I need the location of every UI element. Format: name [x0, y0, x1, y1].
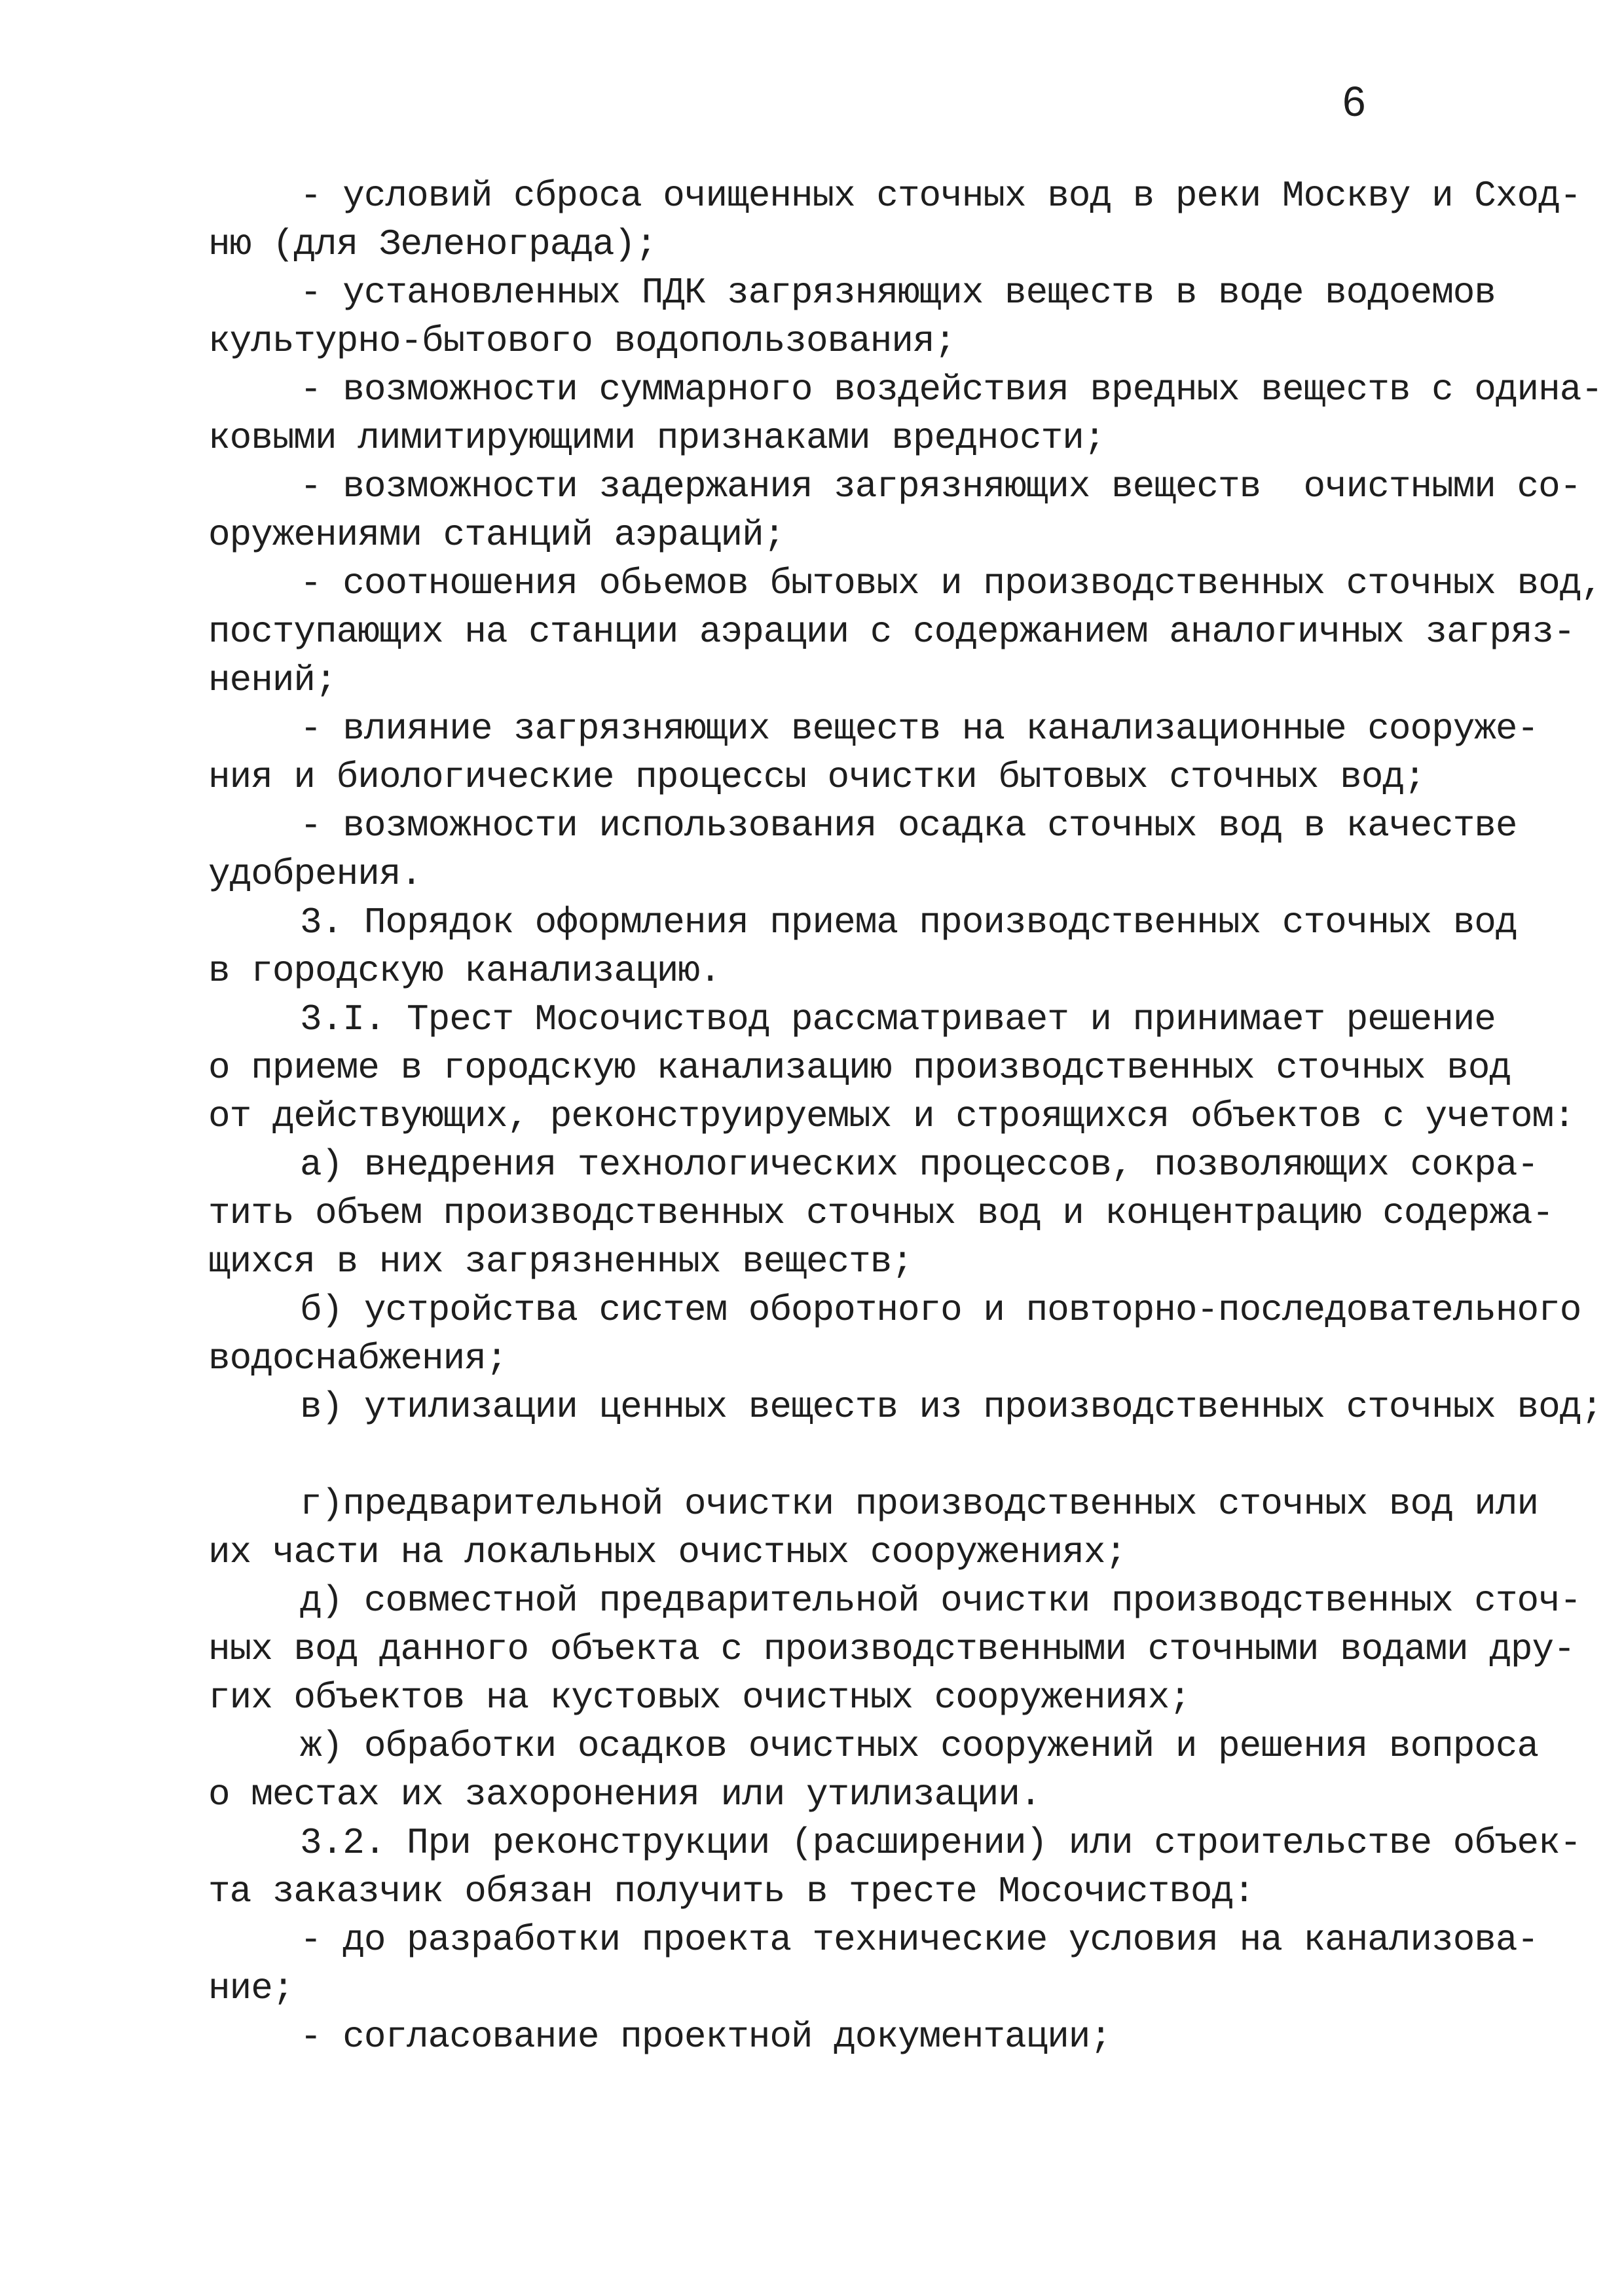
text-line: - возможности суммарного воздействия вредных веществ с одина- — [300, 369, 1602, 410]
text-line: о местах их захоронения или утилизации. — [208, 1774, 1041, 1815]
text-line: нений; — [208, 659, 337, 701]
text-line: - согласование проектной документации; — [300, 2016, 1112, 2058]
text-line: удобрения. — [208, 853, 422, 895]
list-item: д) совместной предварительной очистки производственных сточ- — [300, 1580, 1581, 1622]
text-line: ния и биологические процессы очистки бытовых сточных вод; — [208, 756, 1426, 798]
body-text — [208, 172, 1602, 2061]
text-line: - условий сброса очищенных сточных вод в реки Москву и Сход- — [300, 175, 1581, 217]
text-line: водоснабжения; — [208, 1338, 507, 1379]
text-line: - установленных ПДК загрязняющих веществ в воде водоемов — [300, 272, 1496, 314]
text-line: - соотношения обьемов бытовых и производственных сточных вод, — [300, 562, 1602, 604]
text-line: ковыми лимитирующими признаками вредности; — [208, 417, 1105, 459]
list-item: ж) обработки осадков очистных сооружений и решения вопроса — [300, 1725, 1539, 1767]
text-line: оружениями станций аэраций; — [208, 514, 785, 556]
list-item: г)предварительной очистки производственных сточных вод или — [300, 1483, 1539, 1525]
text-line: тить объем производственных сточных вод и концентрацию содержа- — [208, 1192, 1554, 1234]
text-line: - возможности задержания загрязняющих веществ очистными со- — [300, 465, 1581, 507]
text-line: ние; — [208, 1967, 294, 2009]
list-item: б) устройства систем оборотного и повторно-последовательного — [300, 1289, 1581, 1331]
page-number: 6 — [1342, 78, 1365, 125]
section-heading: в городскую канализацию. — [208, 950, 721, 992]
text-line: ных вод данного объекта с производственными сточными водами дру- — [208, 1628, 1575, 1670]
text-line: 3.2. При реконструкции (расширении) или строительстве объек- — [300, 1822, 1581, 1864]
text-line: та заказчик обязан получить в тресте Мосочиствод: — [208, 1870, 1255, 1912]
list-item: а) внедрения технологических процессов, позволяющих сокра- — [300, 1144, 1539, 1186]
text-line: о приеме в городскую канализацию производственных сточных вод — [208, 1047, 1511, 1089]
text-line: 3.I. Трест Мосочиствод рассматривает и принимает решение — [300, 998, 1496, 1040]
text-line: ню (для Зеленограда); — [208, 223, 657, 265]
text-line: щихся в них загрязненных веществ; — [208, 1241, 913, 1283]
text-line: гих объектов на кустовых очистных сооружениях; — [208, 1677, 1190, 1719]
blank-line — [208, 1431, 1557, 1480]
section-heading: 3. Порядок оформления приема производственных сточных вод — [300, 902, 1517, 943]
text-line: культурно-бытового водопользования; — [208, 320, 956, 362]
text-line: от действующих, реконструируемых и строящихся объектов с учетом: — [208, 1095, 1575, 1137]
text-line: - возможности использования осадка сточных вод в качестве — [300, 805, 1517, 847]
text-line: - влияние загрязняющих веществ на канализационные сооруже- — [300, 708, 1539, 750]
text-line: - до разработки проекта технические условия на канализова- — [300, 1919, 1539, 1961]
text-line: их части на локальных очистных сооружениях; — [208, 1531, 1127, 1573]
list-item: в) утилизации ценных веществ из производственных сточных вод; — [300, 1386, 1602, 1428]
text-line: поступающих на станции аэрации с содержанием аналогичных загряз- — [208, 611, 1575, 653]
